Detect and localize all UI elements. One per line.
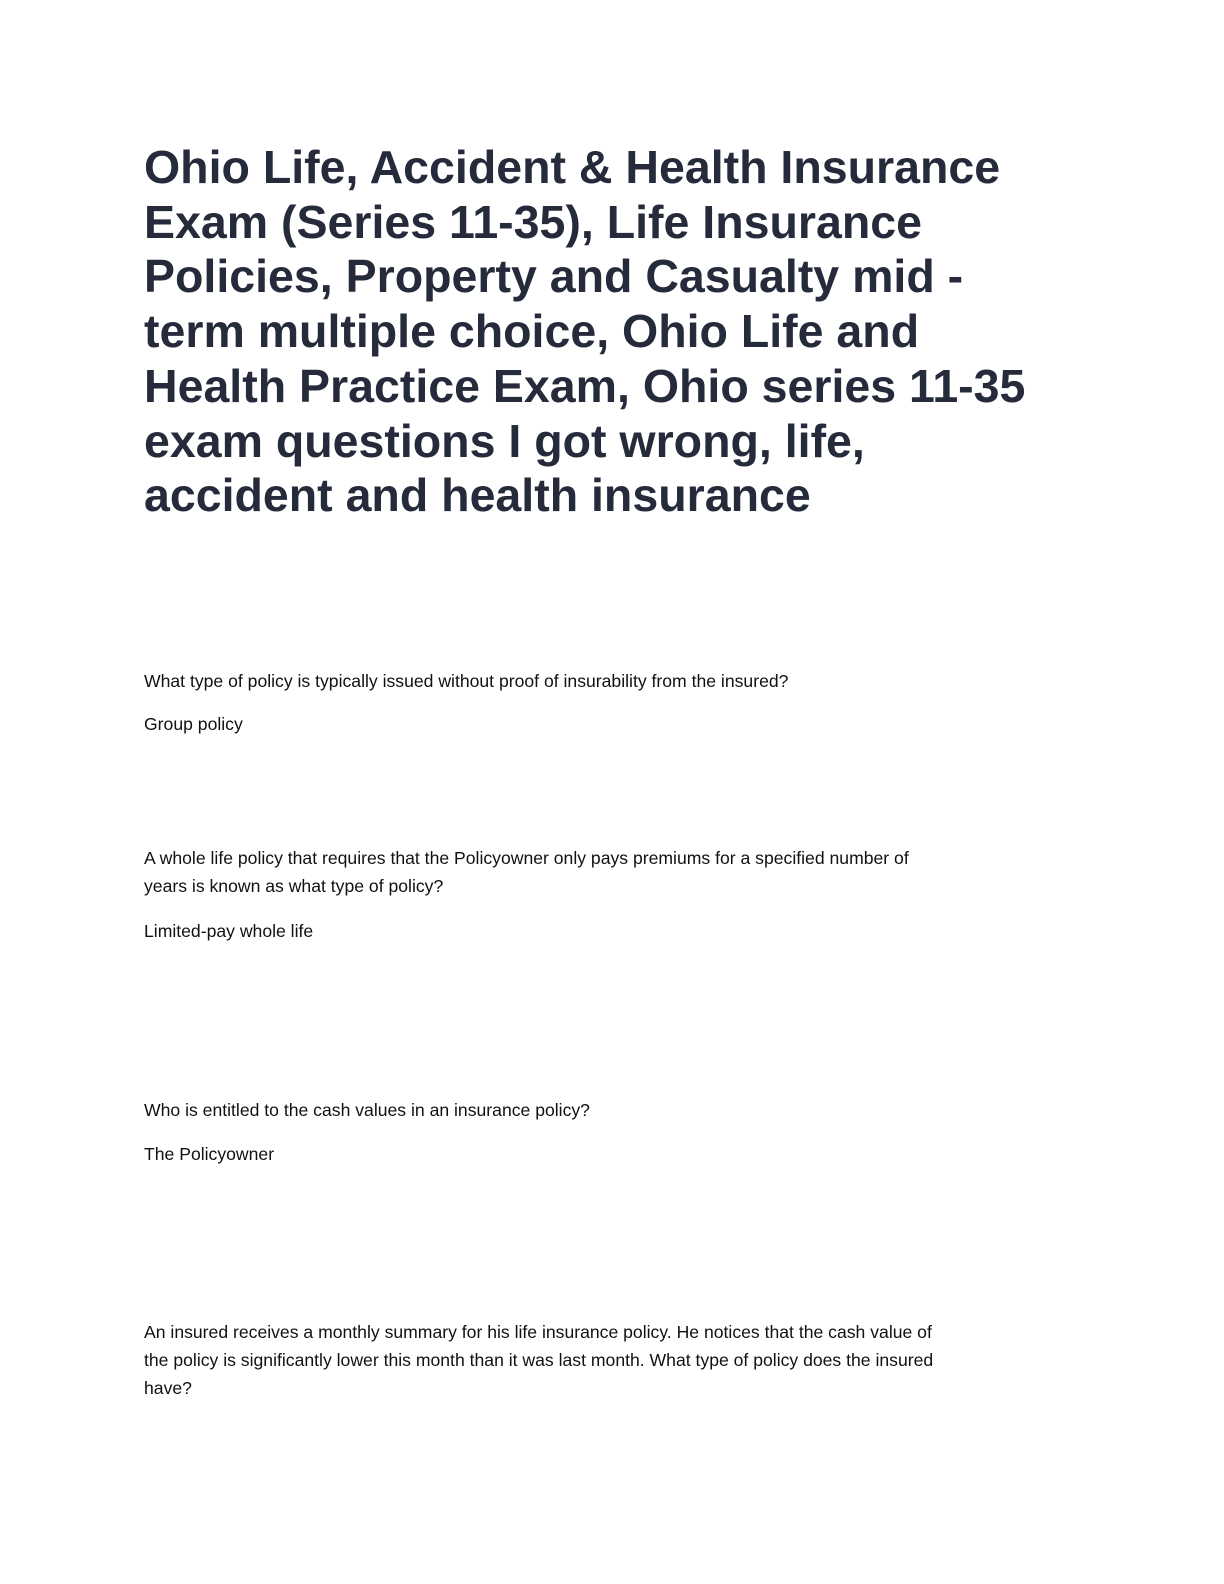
question-line: Who is entitled to the cash values in an insurance policy? bbox=[144, 1100, 590, 1120]
question-line: An insured receives a monthly summary for his life insurance policy. He notices that the cash value of bbox=[144, 1322, 932, 1342]
question-line: A whole life policy that requires that the Policyowner only pays premiums for a specified number of bbox=[144, 848, 909, 868]
question-3 bbox=[144, 1096, 590, 1124]
question-line: have? bbox=[144, 1378, 192, 1398]
title-line: Health Practice Exam, Ohio series 11-35 bbox=[144, 359, 1026, 412]
answer-1: Group policy bbox=[144, 714, 243, 734]
title-line: term multiple choice, Ohio Life and bbox=[144, 305, 920, 358]
question-2 bbox=[144, 844, 909, 900]
question-line: What type of policy is typically issued without proof of insurability from the insured? bbox=[144, 671, 789, 691]
answer-3: The Policyowner bbox=[144, 1144, 275, 1164]
question-1 bbox=[144, 667, 788, 695]
title-line: accident and health insurance bbox=[144, 469, 811, 522]
document-title bbox=[144, 140, 1025, 523]
answer-2: Limited-pay whole life bbox=[144, 921, 314, 941]
title-line: exam questions I got wrong, life, bbox=[144, 414, 865, 467]
title-line: Policies, Property and Casualty mid - bbox=[144, 250, 964, 303]
question-line: the policy is significantly lower this month than it was last month. What type of policy does the insured bbox=[144, 1350, 934, 1370]
question-line: years is known as what type of policy? bbox=[144, 876, 444, 896]
title-line: Exam (Series 11-35), Life Insurance bbox=[144, 195, 922, 248]
question-4 bbox=[144, 1318, 933, 1402]
title-line: Ohio Life, Accident & Health Insurance bbox=[144, 141, 1001, 193]
